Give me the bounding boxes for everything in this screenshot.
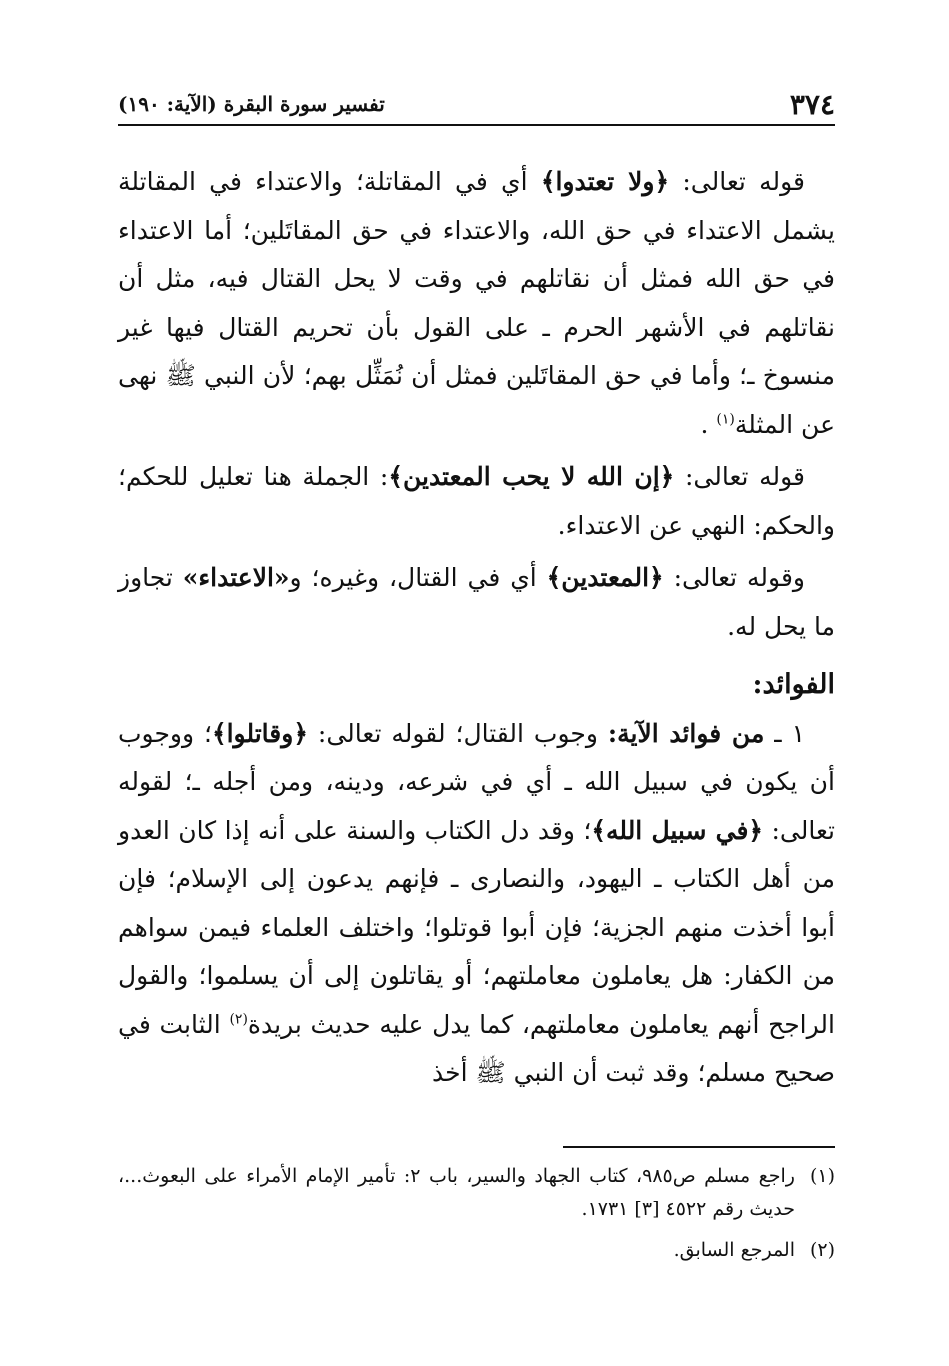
text-run: تجاوز ما يحل له. <box>118 563 835 641</box>
text-run: قوله تعالى: <box>674 462 805 491</box>
quran-quote: ﴿المعتدين﴾ <box>546 563 664 592</box>
text-run: وقوله تعالى: <box>663 563 805 592</box>
text-run: أي في المقاتلة؛ والاعتداء في المقاتلة يشمل الاعتداء في حق الله، والاعتداء في حق المقاتَلين؛ أما الاعتداء في حق الله فمثل أن نقاتلهم في وقت لا يحل القتال فيه، مثل أن نقاتلهم في الأشهر الحرم ـ على القول بأن تحريم القتال فيها غير منسوخ ـ؛ وأما في حق المقاتَلين فمثل أن نُمَثِّل بهم؛ لأن النبي ﷺ نهى عن المثلة <box>118 167 835 439</box>
benefit-lead: من فوائد الآية: <box>607 718 765 748</box>
footnote-separator <box>563 1146 835 1148</box>
running-title: تفسير سورة البقرة (الآية: ١٩٠) <box>118 92 385 116</box>
text-run: الثابت في صحيح مسلم؛ وقد ثبت أن النبي ﷺ أخذ <box>118 1009 835 1087</box>
quran-quote: ﴿ولا تعتدوا﴾ <box>540 167 670 196</box>
paragraph <box>118 453 835 550</box>
benefit-paragraph <box>118 710 835 1098</box>
footnote <box>118 1160 835 1226</box>
text-run: قوله تعالى: <box>669 167 805 196</box>
page-header <box>118 84 835 126</box>
quran-quote: ﴿إن الله لا يحب المعتدين﴾ <box>388 462 675 491</box>
text-run: . <box>700 409 717 439</box>
main-text <box>118 158 835 1098</box>
footnote-number: (١) <box>809 1165 835 1187</box>
text-run: أي في القتال، وغيره؛ و <box>289 563 547 592</box>
paragraph <box>118 158 835 449</box>
benefits-heading: الفوائد: <box>752 669 835 700</box>
benefit-number: ١ ـ <box>764 718 805 748</box>
text-run: ؛ وقد دل الكتاب والسنة على أنه إذا كان العدو من أهل الكتاب ـ اليهود، والنصارى ـ فإنهم يدعون إلى الإسلام؛ فإن أبوا أخذت منهم الجزية؛ فإن أبوا قوتلوا؛ واختلف العلماء فيمن سواهم من الكفار: هل يعاملون معاملتهم؛ أو يقاتلون إلى أن يسلموا؛ والقول الراجح أنهم يعاملون معاملتهم، كما يدل عليه حديث بريدة <box>118 815 835 1039</box>
text-run: ؛ ووجوب أن يكون في سبيل الله ـ أي في شرعه، ودينه، ومن أجله ـ؛ لقوله تعالى: <box>118 718 835 845</box>
footnote-ref: (١) <box>716 411 735 428</box>
footnote-number: (٢) <box>809 1239 835 1261</box>
paragraph <box>118 554 835 651</box>
footnote-ref: (٢) <box>229 1011 248 1028</box>
footnote <box>118 1234 835 1267</box>
footnotes <box>118 1160 835 1275</box>
page-number: ٣٧٤ <box>789 87 835 121</box>
quran-quote: ﴿في سبيل الله﴾ <box>591 815 764 845</box>
footnote-text: المرجع السابق. <box>673 1239 795 1261</box>
quran-quote: ﴿وقاتلوا﴾ <box>211 718 308 748</box>
term-quote: «الاعتداء» <box>182 563 290 592</box>
text-run: وجوب القتال؛ لقوله تعالى: <box>307 718 608 748</box>
text-run: : الجملة هنا تعليل للحكم؛ والحكم: النهي عن الاعتداء. <box>118 462 835 540</box>
footnote-text: راجع مسلم ص٩٨٥، كتاب الجهاد والسير، باب ٢: تأمير الإمام الأمراء على البعوث...، حديث رقم ٤٥٢٢ [٣] ١٧٣١. <box>118 1165 795 1220</box>
